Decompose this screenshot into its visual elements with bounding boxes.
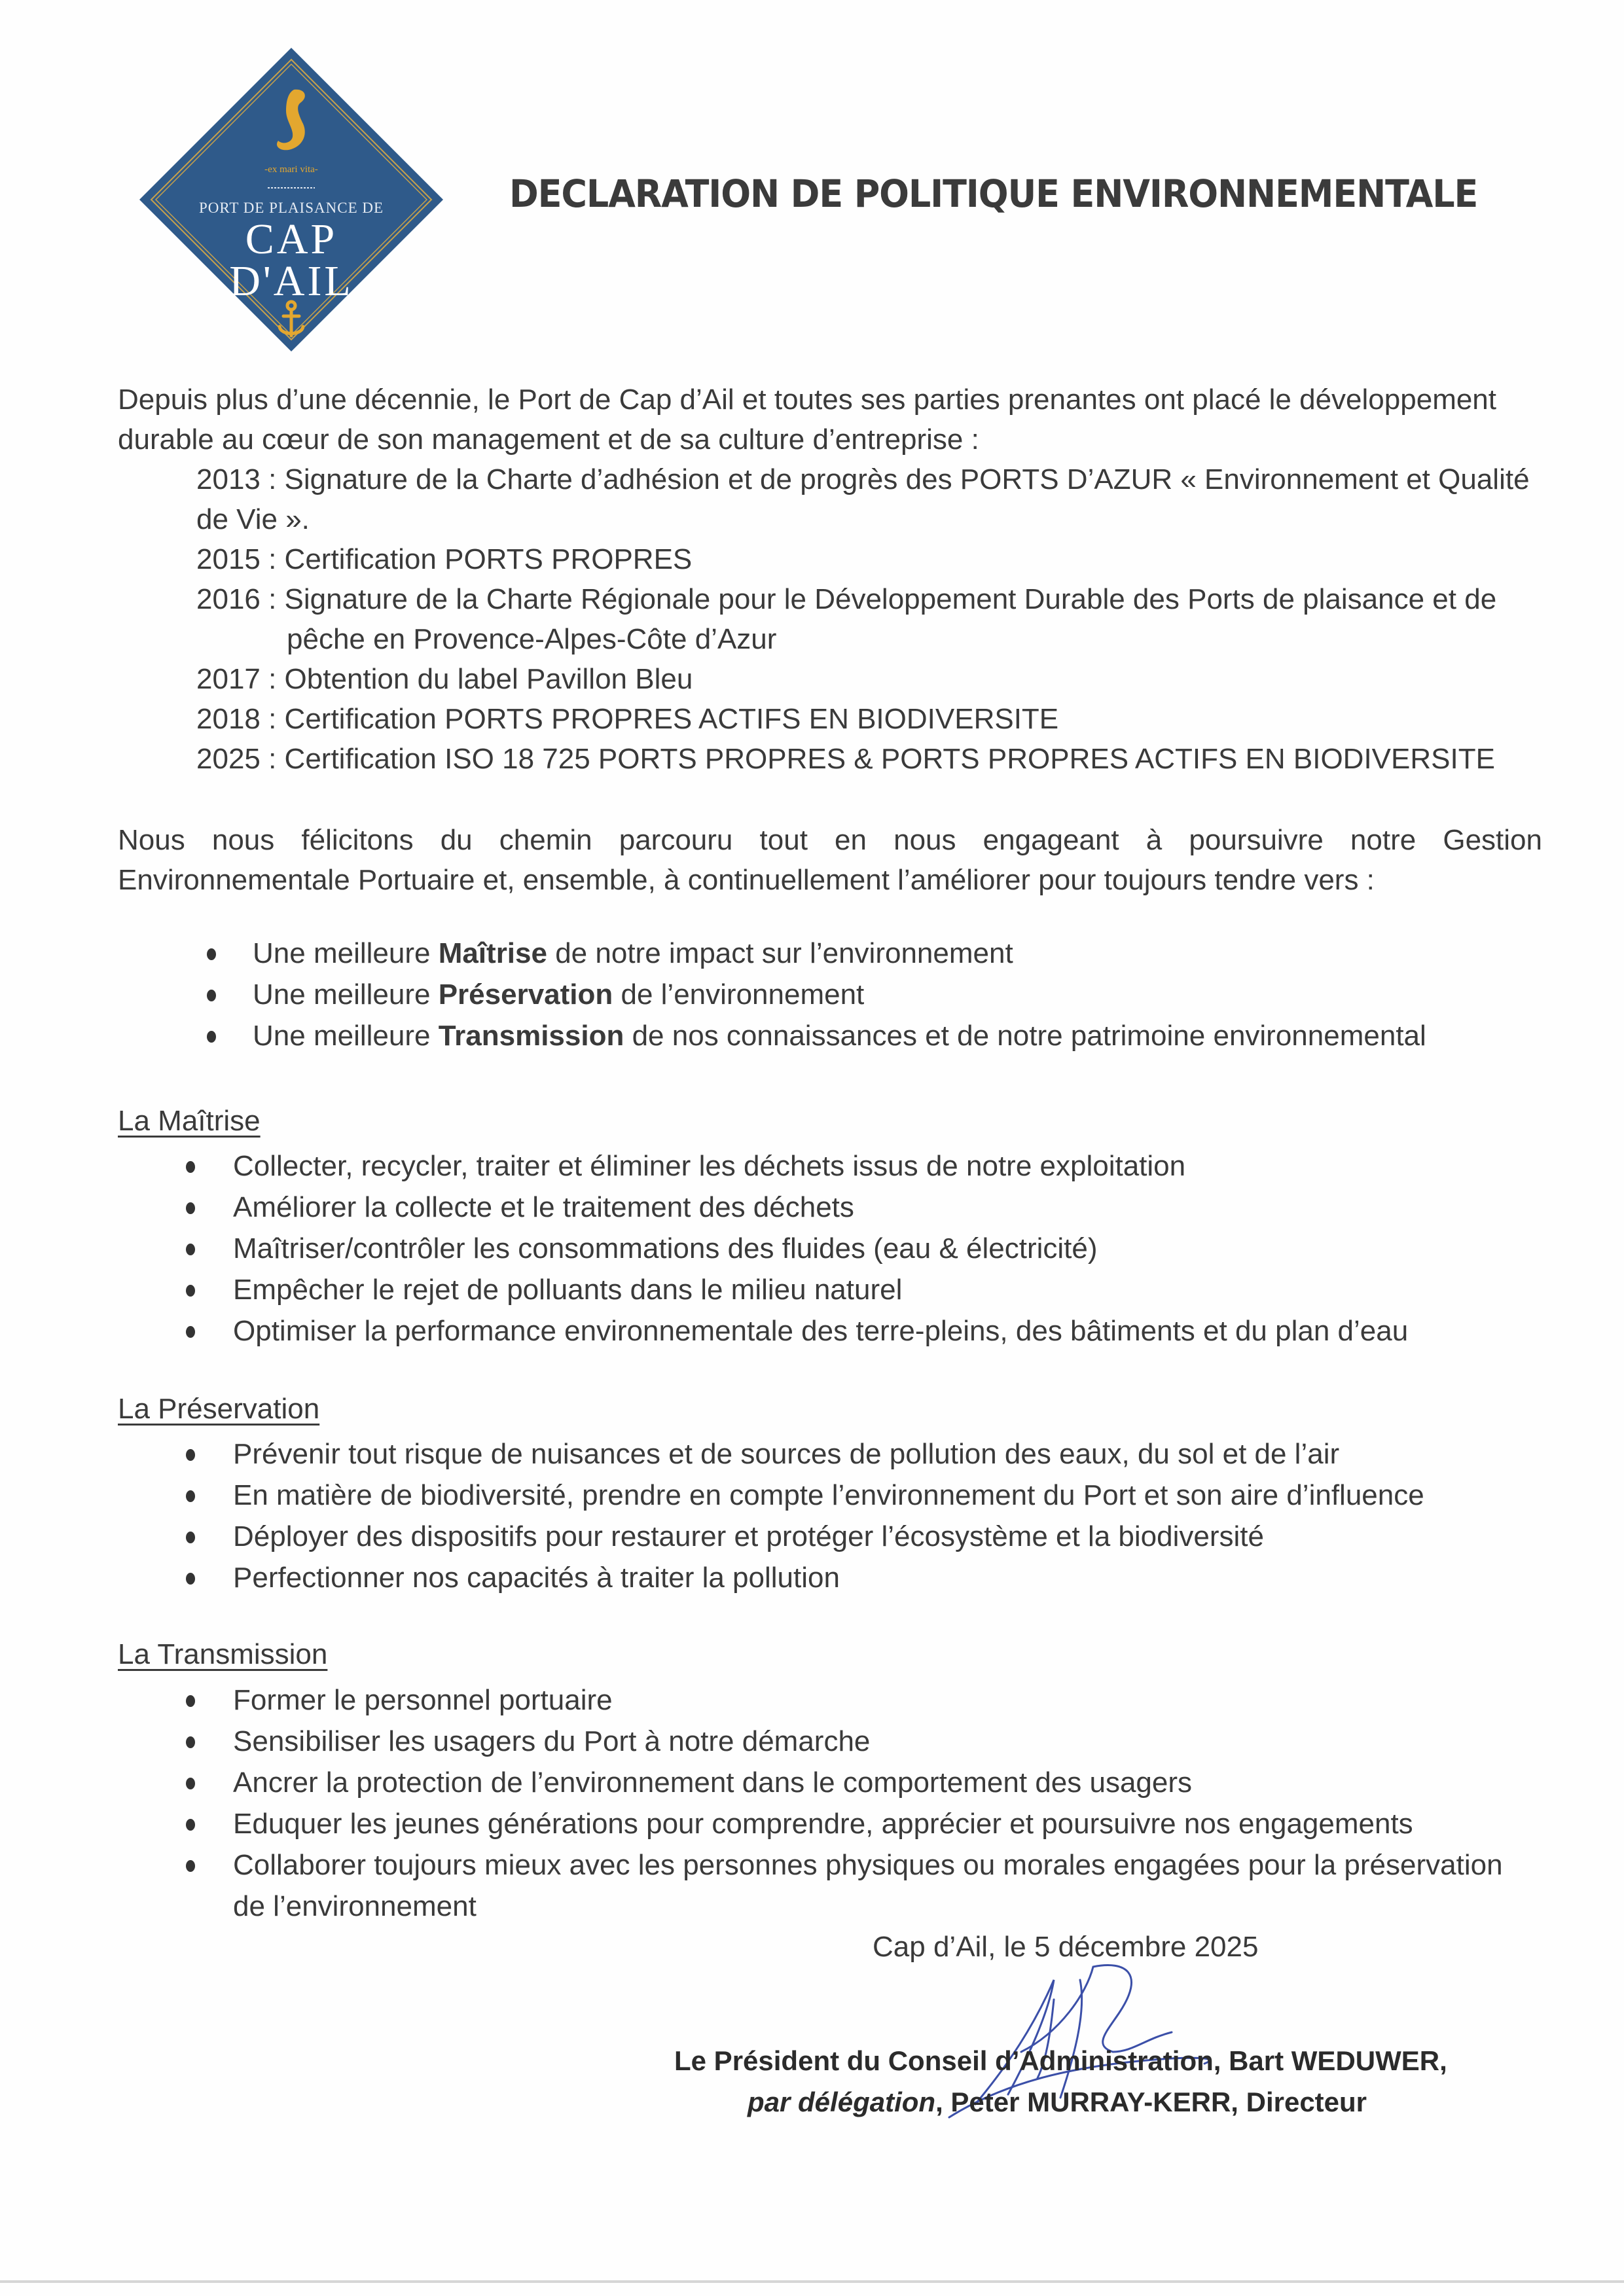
bullet-icon bbox=[186, 1326, 195, 1338]
preservation-list bbox=[233, 1433, 1424, 1598]
logo-name-line1: CAP bbox=[245, 215, 338, 263]
milestone-2015: 2015 : Certification PORTS PROPRES bbox=[196, 543, 693, 575]
bullet-icon bbox=[186, 1778, 195, 1789]
bullet-icon bbox=[186, 1490, 195, 1502]
bullet-icon bbox=[207, 1031, 216, 1043]
bullet-icon bbox=[186, 1244, 195, 1255]
place-and-date: Cap d’Ail, le 5 décembre 2025 bbox=[873, 1931, 1259, 1963]
bullet-icon bbox=[186, 1736, 195, 1748]
intro-line: durable au cœur de son management et de sa culture d’entreprise : bbox=[118, 423, 979, 456]
milestone-2017: 2017 : Obtention du label Pavillon Bleu bbox=[196, 663, 693, 695]
list-item: Ancrer la protection de l’environnement dans le comportement des usagers bbox=[233, 1762, 1503, 1803]
section-heading-maitrise: La Maîtrise bbox=[118, 1105, 261, 1137]
list-item: Eduquer les jeunes générations pour comprendre, apprécier et poursuivre nos engagements bbox=[233, 1803, 1503, 1844]
logo-subtitle: PORT DE PLAISANCE DE bbox=[198, 200, 384, 216]
section-heading-transmission: La Transmission bbox=[118, 1638, 328, 1670]
milestone-2016: 2016 : Signature de la Charte Régionale pour le Développement Durable des Ports de plaisance et de bbox=[196, 583, 1497, 615]
logo-name-line2: D'AIL bbox=[229, 257, 353, 305]
list-item: Empêcher le rejet de polluants dans le milieu naturel bbox=[233, 1269, 1408, 1310]
list-item: Former le personnel portuaire bbox=[233, 1679, 1503, 1721]
list-item: Perfectionner nos capacités à traiter la pollution bbox=[233, 1557, 1424, 1598]
list-item: Collaborer toujours mieux avec les personnes physiques ou morales engagées pour la préservation bbox=[233, 1844, 1503, 1886]
milestone-2013-continuation: de Vie ». bbox=[196, 503, 310, 535]
scan-bottom-edge bbox=[0, 2280, 1624, 2283]
signatory-president: Le Président du Conseil d’Administration, Bart WEDUWER, bbox=[674, 2045, 1447, 2076]
list-item: En matière de biodiversité, prendre en compte l’environnement du Port et son aire d’influence bbox=[233, 1475, 1424, 1516]
list-item: Sensibiliser les usagers du Port à notre démarche bbox=[233, 1721, 1503, 1762]
bullet-icon bbox=[186, 1695, 195, 1707]
intro-paragraph bbox=[118, 380, 1542, 779]
list-item: Prévenir tout risque de nuisances et de sources de pollution des eaux, du sol et de l’air bbox=[233, 1433, 1424, 1475]
bullet-icon bbox=[186, 1819, 195, 1831]
goals-list bbox=[253, 933, 1426, 1056]
commitment-line: Environnementale Portuaire et, ensemble, à continuellement l’améliorer pour toujours tendre vers : bbox=[118, 864, 1375, 896]
cap-dail-logo bbox=[134, 43, 448, 357]
milestone-2018: 2018 : Certification PORTS PROPRES ACTIFS EN BIODIVERSITE bbox=[196, 703, 1059, 735]
bullet-icon bbox=[207, 948, 216, 960]
intro-line: Depuis plus d’une décennie, le Port de Cap d’Ail et toutes ses parties prenantes ont placé le développement bbox=[118, 384, 1497, 416]
director-name: , Peter MURRAY-KERR, Directeur bbox=[935, 2087, 1367, 2117]
bullet-icon bbox=[186, 1532, 195, 1543]
commitment-line: Nous nous félicitons du chemin parcouru tout en nous engageant à poursuivre notre Gestion bbox=[118, 824, 1542, 856]
list-item: Optimiser la performance environnementale des terre-pleins, des bâtiments et du plan d’eau bbox=[233, 1310, 1408, 1352]
bullet-icon bbox=[207, 990, 216, 1001]
section-heading-preservation: La Préservation bbox=[118, 1393, 320, 1425]
bullet-icon bbox=[186, 1449, 195, 1461]
document-title: DECLARATION DE POLITIQUE ENVIRONNEMENTALE bbox=[509, 171, 1478, 216]
list-item: Maîtriser/contrôler les consommations des fluides (eau & électricité) bbox=[233, 1228, 1408, 1269]
goal-item: Une meilleure Préservation de l’environnement bbox=[253, 974, 1426, 1015]
goal-item: Une meilleure Transmission de nos connaissances et de notre patrimoine environnemental bbox=[253, 1015, 1426, 1056]
list-item-continuation: de l’environnement bbox=[233, 1890, 477, 1922]
milestone-2013: 2013 : Signature de la Charte d’adhésion et de progrès des PORTS D’AZUR « Environnement et Qualité bbox=[196, 463, 1530, 495]
logo-motto: -ex mari vita- bbox=[264, 164, 318, 175]
commitment-paragraph bbox=[118, 820, 1542, 900]
bullet-icon bbox=[186, 1573, 195, 1585]
goal-item: Une meilleure Maîtrise de notre impact sur l’environnement bbox=[253, 933, 1426, 974]
milestone-2016-continuation: pêche en Provence-Alpes-Côte d’Azur bbox=[287, 623, 777, 655]
maitrise-list bbox=[233, 1145, 1408, 1352]
delegation-label: par délégation bbox=[748, 2087, 936, 2117]
milestone-2025: 2025 : Certification ISO 18 725 PORTS PROPRES & PORTS PROPRES ACTIFS EN BIODIVERSITE bbox=[196, 743, 1495, 775]
bullet-icon bbox=[186, 1860, 195, 1872]
signatory-director bbox=[748, 2087, 1367, 2118]
list-item: Collecter, recycler, traiter et éliminer les déchets issus de notre exploitation bbox=[233, 1145, 1408, 1187]
bullet-icon bbox=[186, 1202, 195, 1214]
list-item: Déployer des dispositifs pour restaurer et protéger l’écosystème et la biodiversité bbox=[233, 1516, 1424, 1557]
bullet-icon bbox=[186, 1161, 195, 1173]
list-item: Améliorer la collecte et le traitement des déchets bbox=[233, 1187, 1408, 1228]
transmission-list bbox=[233, 1679, 1503, 1927]
bullet-icon bbox=[186, 1285, 195, 1297]
